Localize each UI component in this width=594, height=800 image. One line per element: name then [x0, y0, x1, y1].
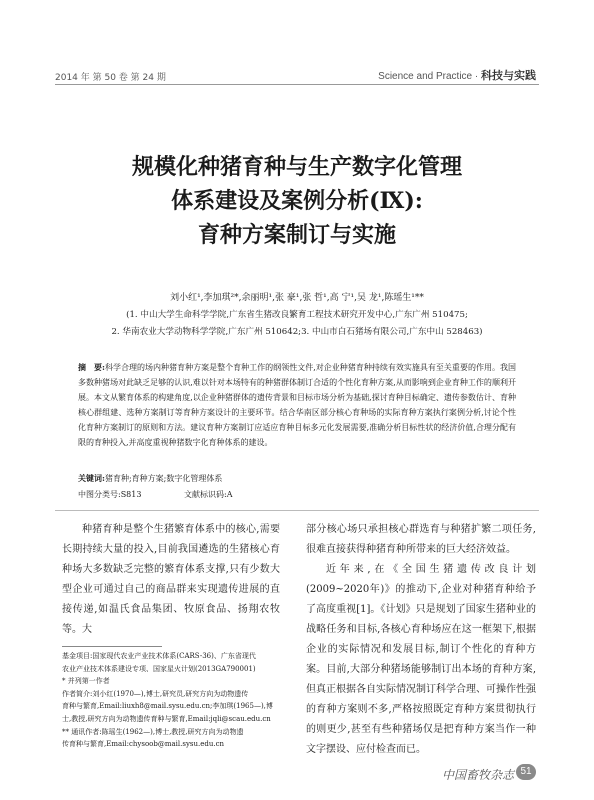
- abstract-divider: [55, 510, 539, 511]
- clc-number: 中图分类号:S813: [78, 490, 142, 499]
- abstract-label: 摘 要:: [78, 362, 105, 372]
- title-line-2: 体系建设及案例分析(Ⅸ):: [171, 188, 423, 214]
- footnote-line: 作者简介:刘小红(1970—),博士,研究员,研究方向为动物遗传: [62, 689, 249, 698]
- body-paragraph: 近年来,在《全国生猪遗传改良计划(2009~2020年)》的推动下,企业对种猪育种给予了高度重视[1]。《计划》只是规划了国家生猪种业的战略任务和目标,各核心育种场应在这一框架下,根据企业的实际情况和发展目标,制订个性化的育种方案。目前,大部分种猪场能够制订出本场的育种方案,但真正根据各自实际情况制订科学合理、可操作性强的育种方案则不多,严格按照既定育种方案贯彻执行的则更少,甚至有些种猪场仅是把育种方案当作一种文字摆设、应付检查而已。: [306, 564, 536, 755]
- author-list: 刘小红¹,李加琪²*,余丽明¹,张 豪¹,张 哲¹,高 宁¹,吴 龙¹,陈瑶生¹**: [170, 293, 424, 303]
- section-dot: ·: [474, 71, 481, 82]
- keywords-text: 猪育种;育种方案;数字化管理体系: [104, 474, 223, 483]
- classification: [78, 489, 272, 500]
- body-paragraph-continued: 部分核心场只承担核心群选育与种猪扩繁二项任务,很难直接获得种猪育种所带来的巨大经济效益。: [306, 524, 536, 555]
- body-right-column: [306, 520, 536, 760]
- footnote-line: 育种与繁育,Email:liuxh8@mail.sysu.edu.cn;李加琪(1965—),博: [62, 702, 273, 711]
- footnote-line: ** 通讯作者:陈瑶生(1962—),博士,教授,研究方向为动物遗: [62, 727, 244, 736]
- footnote-line: 农业产业技术体系建设专项、国家星火计划(2013GA790001): [62, 664, 256, 673]
- affiliations: [55, 307, 539, 341]
- title-line-1: 规模化种猪育种与生产数字化管理: [131, 154, 462, 180]
- affiliation-line-2: 2. 华南农业大学动物科学学院,广东广州 510642;3. 中山市白石猪场有限公司,广东中山 528463): [111, 327, 483, 337]
- footnote-line: 基金项目:国家现代农业产业技术体系(CARS-36)、广东省现代: [62, 652, 256, 660]
- body-left-column: [62, 520, 280, 640]
- abstract-text: 科学合理的场内种猪育种方案是整个育种工作的纲领性文件,对企业种猪育种持续有效实施具有至关重要的作用。我国多数种猪场对此缺乏足够的认识,难以针对本场特有的种猪群体制订合适的个性化育种方案,从而影响到企业育种工作的顺利开展。本文从繁育体系的构建角度,以企业种猪群体的遗传背景和目标市场分析为基础,探讨育种目标确定、遗传参数估计、育种核心群组建、选种方案制订等育种方案设计的主要环节。结合华南区部分核心育种场的实际育种方案执行案例分析,讨论个性化育种方案制订的原则和方法。建议育种方案制订应适应育种目标多元化发展需要,准确分析目标性状的经济价值,合理分配有限的育种投入,并高度重视种猪数字化育种体系的建设。: [78, 363, 516, 447]
- journal-name: 中国畜牧杂志: [441, 768, 514, 782]
- section-cn: 科技与实践: [481, 70, 536, 82]
- footnote-rule: [62, 646, 162, 647]
- body-paragraph: 种猪育种是整个生猪繁育体系中的核心,需要长期持续大量的投入,目前我国遴选的生猪核心育种场大多数缺乏完整的繁育体系支撑,只有少数大型企业可通过自己的商品群来实现遗传进展的直接传递,如温氏食品集团、牧原食品、扬翔农牧等。大: [62, 524, 280, 635]
- keywords: [78, 473, 516, 484]
- page-number: 51: [516, 764, 536, 780]
- section-header: [378, 67, 536, 83]
- footnote-line: * 并列第一作者: [62, 677, 110, 686]
- affiliation-line-1: (1. 中山大学生命科学学院,广东省生猪改良繁育工程技术研究开发中心,广东广州 510475;: [126, 310, 468, 320]
- keywords-label: 关键词:: [78, 473, 105, 483]
- footnotes: [62, 650, 282, 751]
- footnote-line: 传育种与繁育,Email:chysoob@mail.sysu.edu.cn: [62, 740, 225, 749]
- issue-info: 2014 年 第 50 卷 第 24 期: [55, 73, 166, 83]
- abstract: [78, 360, 516, 450]
- title-line-3: 育种方案制订与实施: [197, 222, 396, 248]
- article-title: [60, 150, 534, 252]
- section-en: Science and Practice: [378, 71, 473, 82]
- header-rule: [55, 84, 539, 85]
- document-code: 文献标识码:A: [184, 490, 233, 499]
- footnote-line: 士,教授,研究方向为动物遗传育种与繁育,Email:jqli@scau.edu.cn: [62, 714, 271, 723]
